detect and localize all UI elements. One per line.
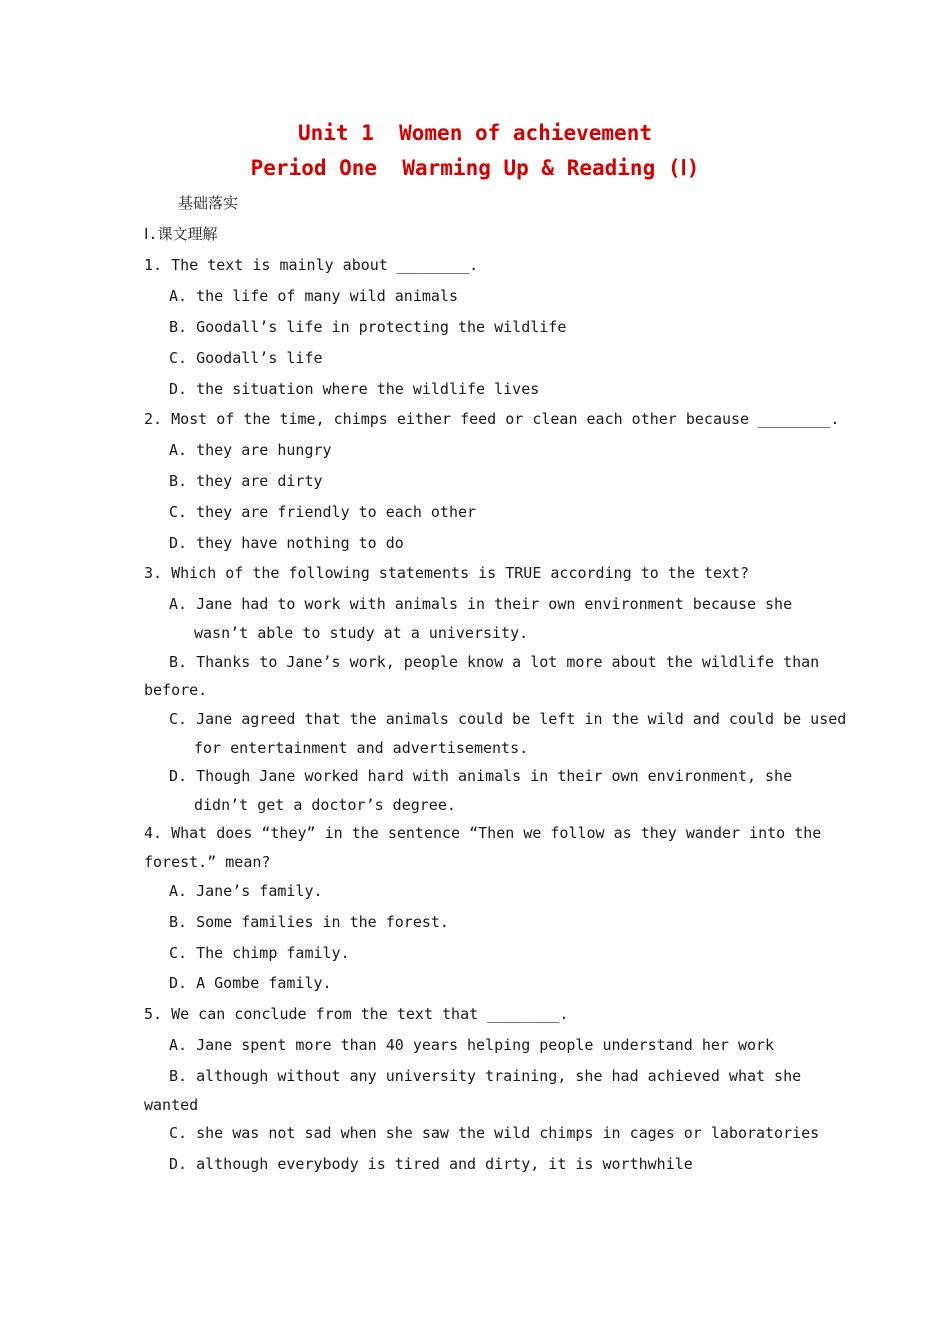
- question-3-option-b: B. Thanks to Jane’s work, people know a lot more about the wildlife than: [169, 653, 820, 671]
- question-2-option-b: B. they are dirty: [169, 472, 323, 490]
- question-1-option-b: B. Goodall’s life in protecting the wildlife: [169, 318, 567, 336]
- question-5-option-c: C. she was not sad when she saw the wild chimps in cages or laboratories: [169, 1124, 820, 1142]
- section-label: 基础落实: [178, 194, 239, 212]
- question-3-option-c-cont: for entertainment and advertisements.: [194, 739, 529, 757]
- question-3-option-a: A. Jane had to work with animals in their own environment because she: [169, 595, 793, 613]
- question-5-option-d: D. although everybody is tired and dirty, it is worthwhile: [169, 1155, 693, 1173]
- question-1-stem: 1. The text is mainly about ________.: [144, 256, 479, 274]
- question-1-option-a: A. the life of many wild animals: [169, 287, 458, 305]
- question-1-option-d: D. the situation where the wildlife lives: [169, 380, 540, 398]
- question-3-option-a-cont: wasn’t able to study at a university.: [194, 624, 529, 642]
- question-5-stem: 5. We can conclude from the text that ________.: [144, 1005, 569, 1023]
- period-subtitle: Period One Warming Up & Reading (Ⅰ): [250, 156, 700, 180]
- question-3-option-d: D. Though Jane worked hard with animals in their own environment, she: [169, 767, 793, 785]
- question-3-stem: 3. Which of the following statements is TRUE according to the text?: [144, 564, 750, 582]
- question-4-option-c: C. The chimp family.: [169, 944, 350, 962]
- question-4-option-d: D. A Gombe family.: [169, 974, 332, 992]
- part-label: Ⅰ.课文理解: [144, 225, 218, 243]
- question-1-option-c: C. Goodall’s life: [169, 349, 323, 367]
- question-4-stem: 4. What does “they” in the sentence “Then we follow as they wander into the: [144, 824, 822, 842]
- question-2-option-d: D. they have nothing to do: [169, 534, 404, 552]
- question-2-option-c: C. they are friendly to each other: [169, 503, 477, 521]
- question-3-option-b-cont: before.: [144, 681, 208, 699]
- unit-title: Unit 1 Women of achievement: [297, 121, 652, 145]
- question-4-option-b: B. Some families in the forest.: [169, 913, 449, 931]
- question-5-option-b: B. although without any university training, she had achieved what she: [169, 1067, 802, 1085]
- question-5-option-a: A. Jane spent more than 40 years helping people understand her work: [169, 1036, 775, 1054]
- question-3-option-c: C. Jane agreed that the animals could be left in the wild and could be used: [169, 710, 847, 728]
- question-3-option-d-cont: didn’t get a doctor’s degree.: [194, 796, 456, 814]
- question-2-option-a: A. they are hungry: [169, 441, 332, 459]
- question-5-option-b-cont: wanted: [144, 1096, 199, 1114]
- question-4-stem-cont: forest.” mean?: [144, 853, 271, 871]
- question-4-option-a: A. Jane’s family.: [169, 882, 323, 900]
- question-2-stem: 2. Most of the time, chimps either feed or clean each other because ________.: [144, 410, 840, 428]
